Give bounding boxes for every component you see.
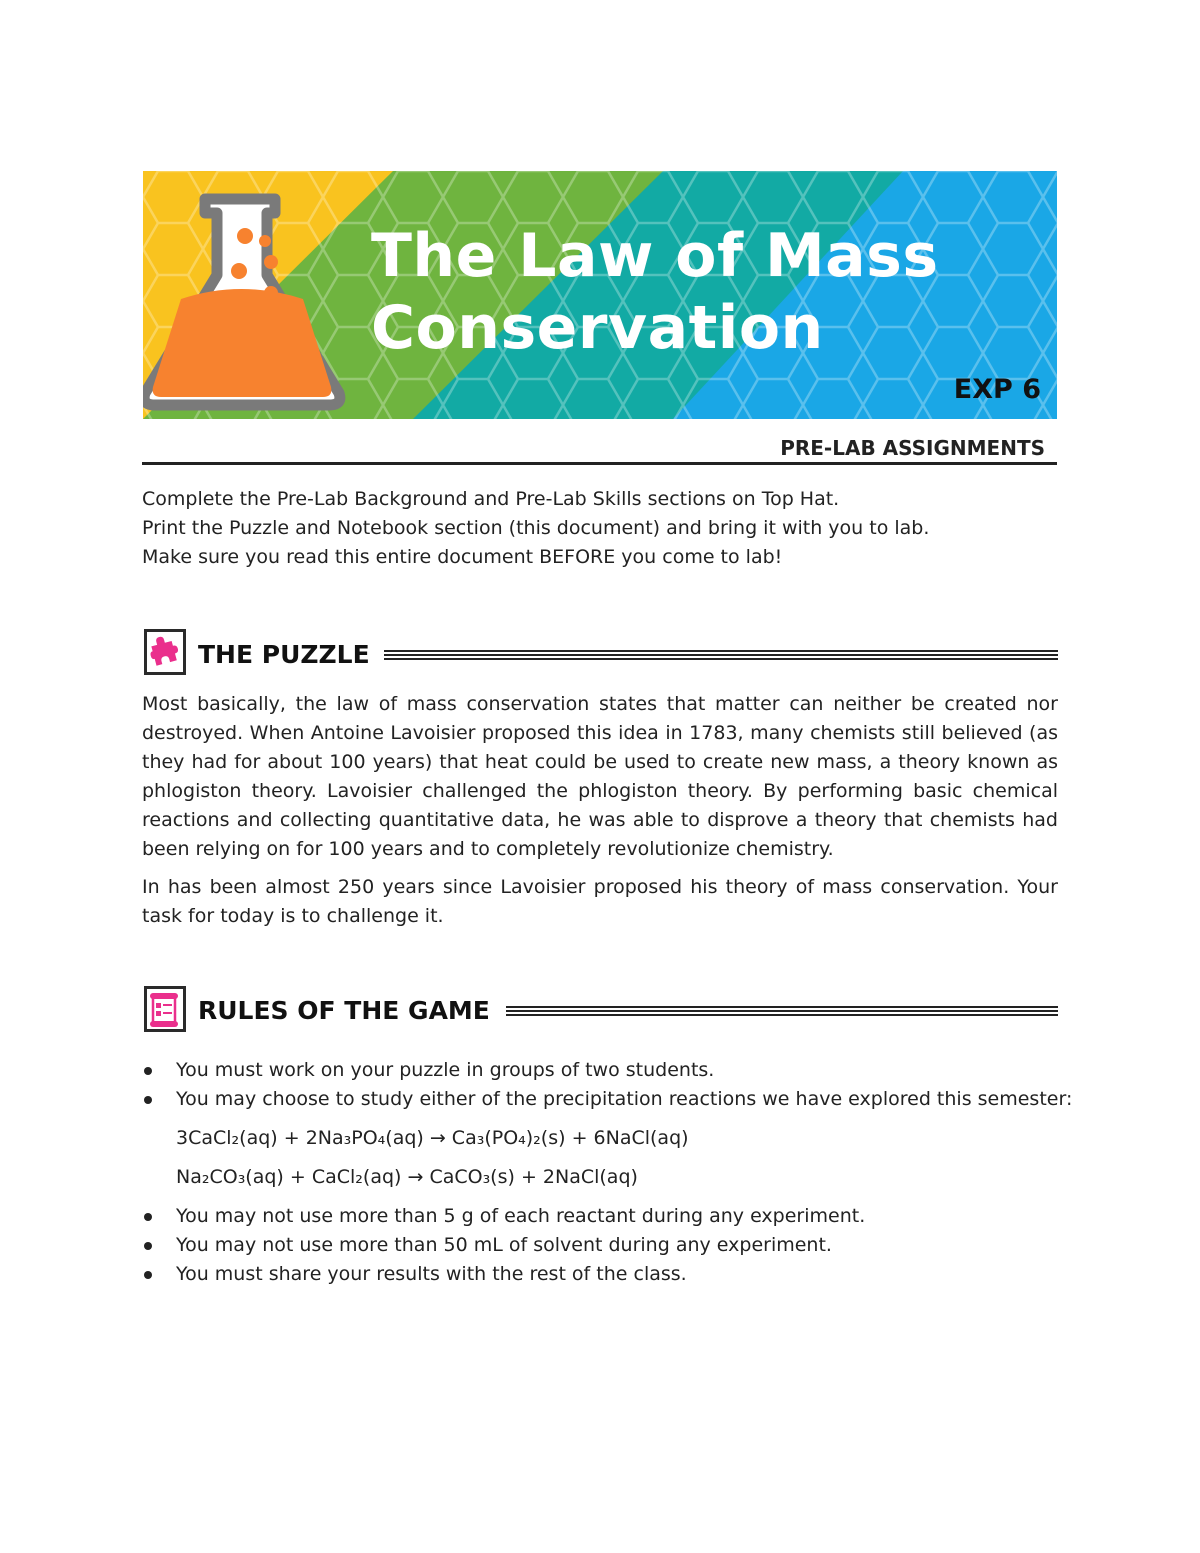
- intro-line: Make sure you read this entire document BEFORE you come to lab!: [142, 546, 783, 568]
- banner-title-line-1: The Law of Mass: [371, 221, 939, 291]
- intro-line: Complete the Pre-Lab Background and Pre-Lab Skills sections on Top Hat.: [142, 488, 840, 510]
- header-divider: [142, 462, 1057, 465]
- puzzle-paragraph: Most basically, the law of mass conservation states that matter can neither be created nor destroyed. When Antoine Lavoisier proposed this idea in 1783, many chemists still believed (as they had for about 100 years) that heat could be used to create new mass, a theory known as phlogiston theory. Lavoisier challenged the phlogiston theory. By performing basic chemical reactions and collecting quantitative data, he was able to disprove a theory that chemists had been relying on for 100 years and to completely revolutionize chemistry.: [142, 693, 1058, 860]
- prelab-header: PRE-LAB ASSIGNMENTS: [780, 436, 1045, 460]
- list-item: You must work on your puzzle in groups of two students.: [142, 1056, 1072, 1085]
- intro-line: Print the Puzzle and Notebook section (this document) and bring it with you to lab.: [142, 517, 930, 539]
- section-rule: [384, 650, 1058, 662]
- header-banner: [143, 171, 1057, 419]
- puzzle-paragraph: In has been almost 250 years since Lavoisier proposed his theory of mass conservation. Your task for today is to challenge it.: [142, 876, 1058, 927]
- banner-title-line-2: Conservation: [371, 293, 824, 363]
- list-item: You may not use more than 5 g of each reactant during any experiment.: [142, 1202, 1072, 1231]
- experiment-number: EXP 6: [953, 374, 1041, 405]
- section-header-rules: [142, 984, 1058, 1040]
- list-item: You may choose to study either of the precipitation reactions we have explored this semester:: [142, 1085, 1072, 1114]
- puzzle-icon: [144, 629, 186, 675]
- scroll-icon: [144, 986, 186, 1032]
- section-rule: [506, 1006, 1058, 1018]
- section-title-puzzle: THE PUZZLE: [198, 640, 370, 669]
- list-item: You must share your results with the rest of the class.: [142, 1260, 1072, 1289]
- section-title-rules: RULES OF THE GAME: [198, 996, 490, 1025]
- intro-instructions: [142, 485, 1058, 572]
- rules-list: [142, 1056, 1072, 1289]
- reaction-equation: Na₂CO₃(aq) + CaCl₂(aq) → CaCO₃(s) + 2NaCl(aq): [176, 1166, 638, 1188]
- section-header-puzzle: [142, 627, 1058, 683]
- reaction-equation: 3CaCl₂(aq) + 2Na₃PO₄(aq) → Ca₃(PO₄)₂(s) + 6NaCl(aq): [176, 1127, 689, 1149]
- puzzle-body: [142, 690, 1058, 940]
- list-item: You may not use more than 50 mL of solvent during any experiment.: [142, 1231, 1072, 1260]
